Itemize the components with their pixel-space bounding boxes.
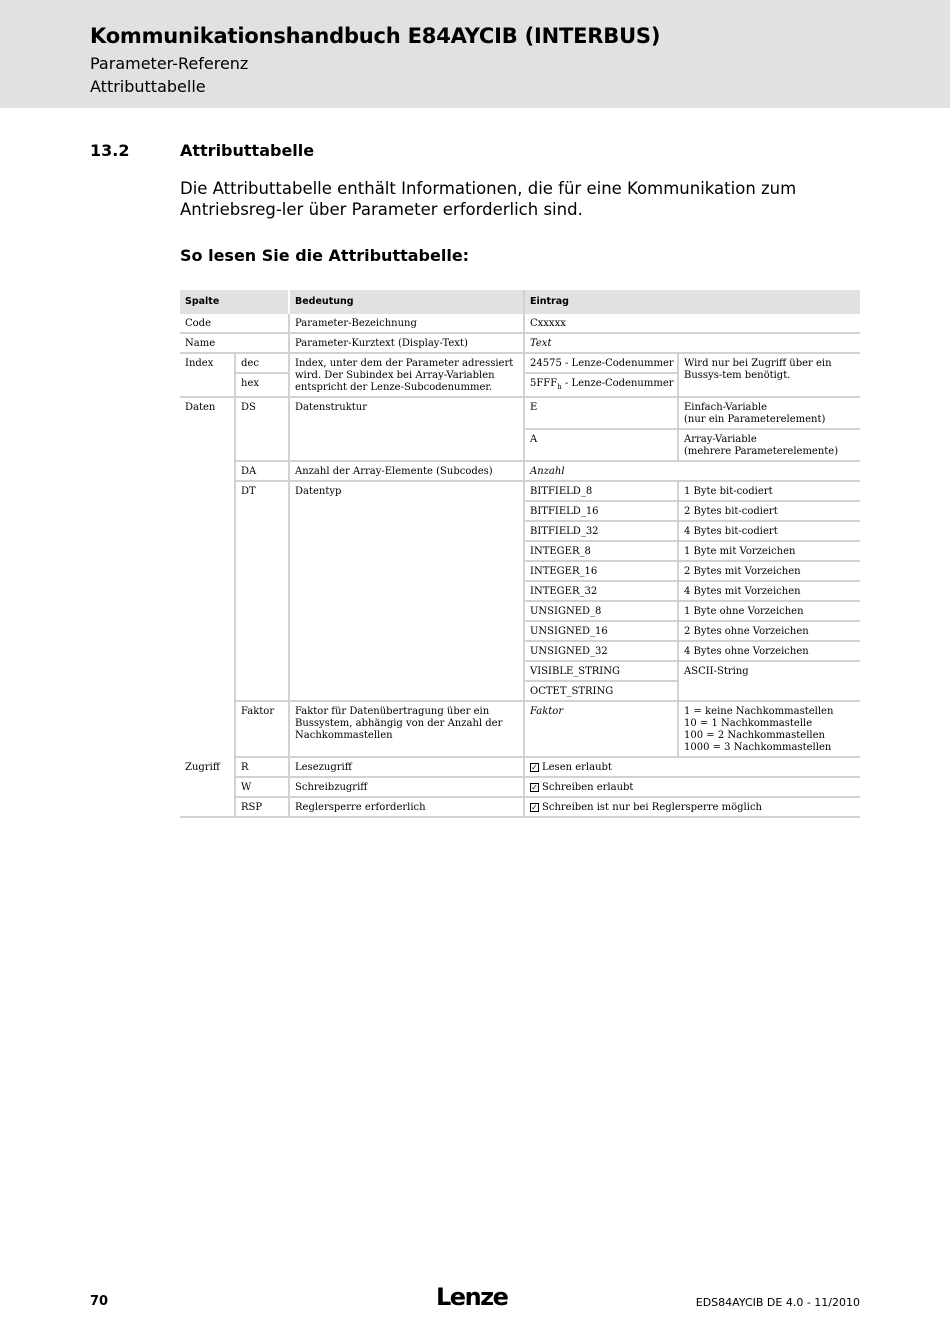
row-faktor-desc: 1 = keine Nachkommastellen 10 = 1 Nachkommastelle 100 = 2 Nachkommastellen 1000 = 3 Nachkommastellen (679, 702, 860, 758)
howto-heading: So lesen Sie die Attributtabelle: (180, 246, 470, 265)
row-index-entry-dec: 24575 - Lenze-Codenummer (525, 354, 677, 374)
header-bedeutung: Bedeutung (290, 290, 523, 314)
chapter-title: Parameter-Referenz (90, 54, 249, 73)
checkbox-checked-icon (530, 763, 539, 772)
section-number: 13.2 (90, 141, 130, 160)
row-index-label: Index (180, 354, 234, 398)
column-divider (234, 354, 236, 818)
row-faktor-sub: Faktor (236, 702, 288, 758)
access-meaning: Reglersperre erforderlich (290, 798, 523, 818)
datatype-desc: 1 Byte mit Vorzeichen (679, 542, 860, 562)
document-title: Kommunikationshandbuch E84AYCIB (INTERBUS) (90, 24, 661, 48)
access-sub: R (236, 758, 288, 778)
datatype-name: VISIBLE_STRING (525, 662, 677, 682)
datatype-desc: 2 Bytes bit-codiert (679, 502, 860, 522)
row-index-meaning: Index, unter dem der Parameter adressiert wird. Der Subindex bei Array-Variablen entspricht der Lenze-Subcodenummer. (290, 354, 523, 398)
column-divider (288, 314, 290, 818)
section-breadcrumb: Attributtabelle (90, 77, 206, 96)
datatype-name: INTEGER_8 (525, 542, 677, 562)
datatype-desc: 4 Bytes bit-codiert (679, 522, 860, 542)
datatype-name: BITFIELD_8 (525, 482, 677, 502)
column-divider (523, 290, 525, 818)
datatype-name: OCTET_STRING (525, 682, 677, 702)
datatype-desc: 2 Bytes ohne Vorzeichen (679, 622, 860, 642)
page-number: 70 (90, 1294, 109, 1309)
column-divider (677, 482, 679, 758)
row-ds-a: A (525, 430, 677, 462)
document-id: EDS84AYCIB DE 4.0 - 11/2010 (695, 1296, 860, 1309)
row-name-entry: Text (525, 334, 860, 354)
row-ds-e: E (525, 398, 677, 430)
datatype-desc: 2 Bytes mit Vorzeichen (679, 562, 860, 582)
row-index-dec: dec (236, 354, 288, 374)
access-meaning: Lesezugriff (290, 758, 523, 778)
row-daten-label: Daten (185, 402, 216, 413)
access-sub: RSP (236, 798, 288, 818)
page-header (0, 0, 950, 108)
hex-subscript: h (557, 383, 562, 391)
row-code-label: Code (180, 314, 288, 334)
row-ds-a-desc: Array-Variable (mehrere Parameterelemente) (679, 430, 860, 462)
row-da-meaning: Anzahl der Array-Elemente (Subcodes) (290, 462, 523, 482)
row-ds-e-desc: Einfach-Variable (nur ein Parameterelement) (679, 398, 860, 430)
lenze-logo: Lenze (436, 1283, 508, 1311)
row-index-note: Wird nur bei Zugriff über ein Bussys-tem benötigt. (679, 354, 860, 398)
datatype-desc: 1 Byte ohne Vorzeichen (679, 602, 860, 622)
datatype-name: BITFIELD_16 (525, 502, 677, 522)
row-name-label: Name (180, 334, 288, 354)
checkbox-checked-icon (530, 803, 539, 812)
row-dt-sub: DT (236, 482, 288, 702)
access-entry-text: Schreiben ist nur bei Reglersperre möglich (542, 802, 762, 813)
column-divider (677, 398, 679, 462)
access-sub: W (236, 778, 288, 798)
section-title: Attributtabelle (180, 141, 315, 160)
intro-paragraph: Die Attributtabelle enthält Informationen, die für eine Kommunikation zum Antriebsreg-ler über Parameter erforderlich sind. (180, 179, 797, 219)
access-meaning: Schreibzugriff (290, 778, 523, 798)
access-entry-text: Lesen erlaubt (542, 762, 612, 773)
row-zugriff-label: Zugriff (180, 758, 234, 818)
header-eintrag: Eintrag (525, 290, 860, 314)
hex-suffix: - Lenze-Codenummer (561, 378, 674, 389)
datatype-name: INTEGER_16 (525, 562, 677, 582)
column-divider (677, 354, 679, 398)
access-entry (525, 758, 860, 778)
row-ds-sub: DS (236, 398, 288, 462)
row-index-entry-hex (525, 374, 677, 398)
row-index-hex: hex (236, 374, 288, 398)
row-code-meaning: Parameter-Bezeichnung (290, 314, 523, 334)
attribute-table (180, 290, 860, 820)
access-entry (525, 798, 860, 818)
datatype-desc: 4 Bytes ohne Vorzeichen (679, 642, 860, 662)
checkbox-checked-icon (530, 783, 539, 792)
datatype-name: UNSIGNED_16 (525, 622, 677, 642)
row-ds-meaning: Datenstruktur (290, 398, 523, 462)
datatype-name: UNSIGNED_32 (525, 642, 677, 662)
datatype-name: UNSIGNED_8 (525, 602, 677, 622)
access-entry-text: Schreiben erlaubt (542, 782, 634, 793)
datatype-desc: 4 Bytes mit Vorzeichen (679, 582, 860, 602)
row-faktor-meaning: Faktor für Datenübertragung über ein Bussystem, abhängig von der Anzahl der Nachkommastellen (290, 702, 523, 758)
datatype-name: INTEGER_32 (525, 582, 677, 602)
datatype-name: BITFIELD_32 (525, 522, 677, 542)
header-spalte: Spalte (180, 290, 288, 314)
datatype-desc: ASCII-String (679, 662, 860, 702)
row-faktor-entry: Faktor (525, 702, 677, 758)
hex-prefix: 5FFF (530, 378, 558, 389)
access-entry (525, 778, 860, 798)
row-da-sub: DA (236, 462, 288, 482)
row-da-entry: Anzahl (525, 462, 860, 482)
row-dt-meaning: Datentyp (290, 482, 523, 702)
row-code-entry: Cxxxxx (525, 314, 860, 334)
datatype-desc: 1 Byte bit-codiert (679, 482, 860, 502)
row-name-meaning: Parameter-Kurztext (Display-Text) (290, 334, 523, 354)
